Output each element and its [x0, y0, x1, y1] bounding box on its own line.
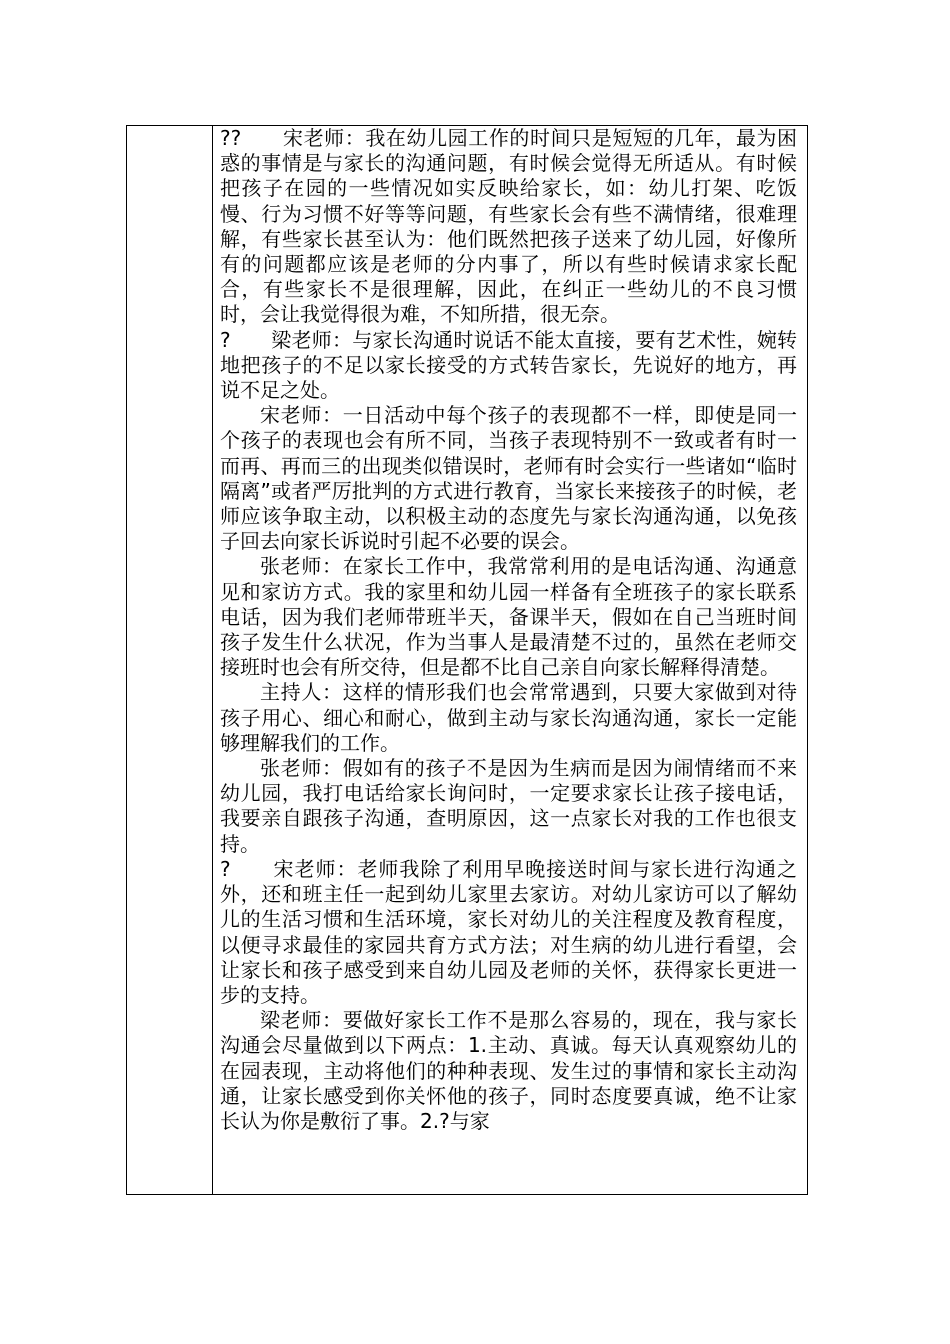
- paragraph-host: 主持人：这样的情形我们也会常常遇到，只要大家做到对待孩子用心、细心和耐心，做到主动与家长沟通沟通，家长一定能够理解我们的工作。: [220, 680, 797, 755]
- paragraph-zhang-2: 张老师：假如有的孩子不是因为生病而是因为闹情绪而不来幼儿园，我打电话给家长询问时，一定要求家长让孩子接电话，我要亲自跟孩子沟通，查明原因，这一点家长对我的工作也很支持。: [220, 756, 797, 856]
- paragraph-liang-1: ? 梁老师：与家长沟通时说话不能太直接，要有艺术性，婉转地把孩子的不足以家长接受的方式转告家长，先说好的地方，再说不足之处。: [220, 327, 797, 403]
- meeting-notes-cell: [213, 126, 808, 1195]
- paragraph-zhang-1: 张老师：在家长工作中，我常常利用的是电话沟通、沟通意见和家访方式。我的家里和幼儿园一样备有全班孩子的家长联系电话，因为我们老师带班半天，备课半天，假如在自己当班时间孩子发生什么状况，作为当事人是最清楚不过的，虽然在老师交接班时也会有所交待，但是都不比自己亲自向家长解释得清楚。: [220, 554, 797, 680]
- paragraph-song-2: 宋老师：一日活动中每个孩子的表现都不一样，即使是同一个孩子的表现也会有所不同，当孩子表现特别不一致或者有时一而再、再而三的出现类似错误时，老师有时会实行一些诸如“临时隔离”或者严厉批判的方式进行教育，当家长来接孩子的时候，老师应该争取主动，以积极主动的态度先与家长沟通沟通，以免孩子回去向家长诉说时引起不必要的误会。: [220, 403, 797, 554]
- table-row: [127, 126, 808, 1195]
- paragraph-song-1: ?? 宋老师：我在幼儿园工作的时间只是短短的几年，最为困惑的事情是与家长的沟通问题，有时候会觉得无所适从。有时候把孩子在园的一些情况如实反映给家长，如：幼儿打架、吃饭慢、行为习惯不好等等问题，有些家长会有些不满情绪，很难理解，有些家长甚至认为：他们既然把孩子送来了幼儿园，好像所有的问题都应该是老师的分内事了，所以有些时候请求家长配合，有些家长不是很理解，因此，在纠正一些幼儿的不良习惯时，会让我觉得很为难，不知所措，很无奈。: [220, 126, 797, 327]
- left-empty-cell: [127, 126, 213, 1195]
- paragraph-song-3: ? 宋老师：老师我除了利用早晚接送时间与家长进行沟通之外，还和班主任一起到幼儿家里去家访。对幼儿家访可以了解幼儿的生活习惯和生活环境，家长对幼儿的关注程度及教育程度，以便寻求最佳的家园共育方式方法；对生病的幼儿进行看望，会让家长和孩子感受到来自幼儿园及老师的关怀，获得家长更进一步的支持。: [220, 856, 797, 1007]
- paragraph-liang-2: 梁老师：要做好家长工作不是那么容易的，现在，我与家长沟通会尽量做到以下两点：1.主动、真诚。每天认真观察幼儿的在园表现，主动将他们的种种表现、发生过的事情和家长主动沟通，让家长感受到你关怀他的孩子，同时态度要真诚，绝不让家长认为你是敷衍了事。2.?与家: [220, 1008, 797, 1133]
- document-table: [126, 125, 808, 1195]
